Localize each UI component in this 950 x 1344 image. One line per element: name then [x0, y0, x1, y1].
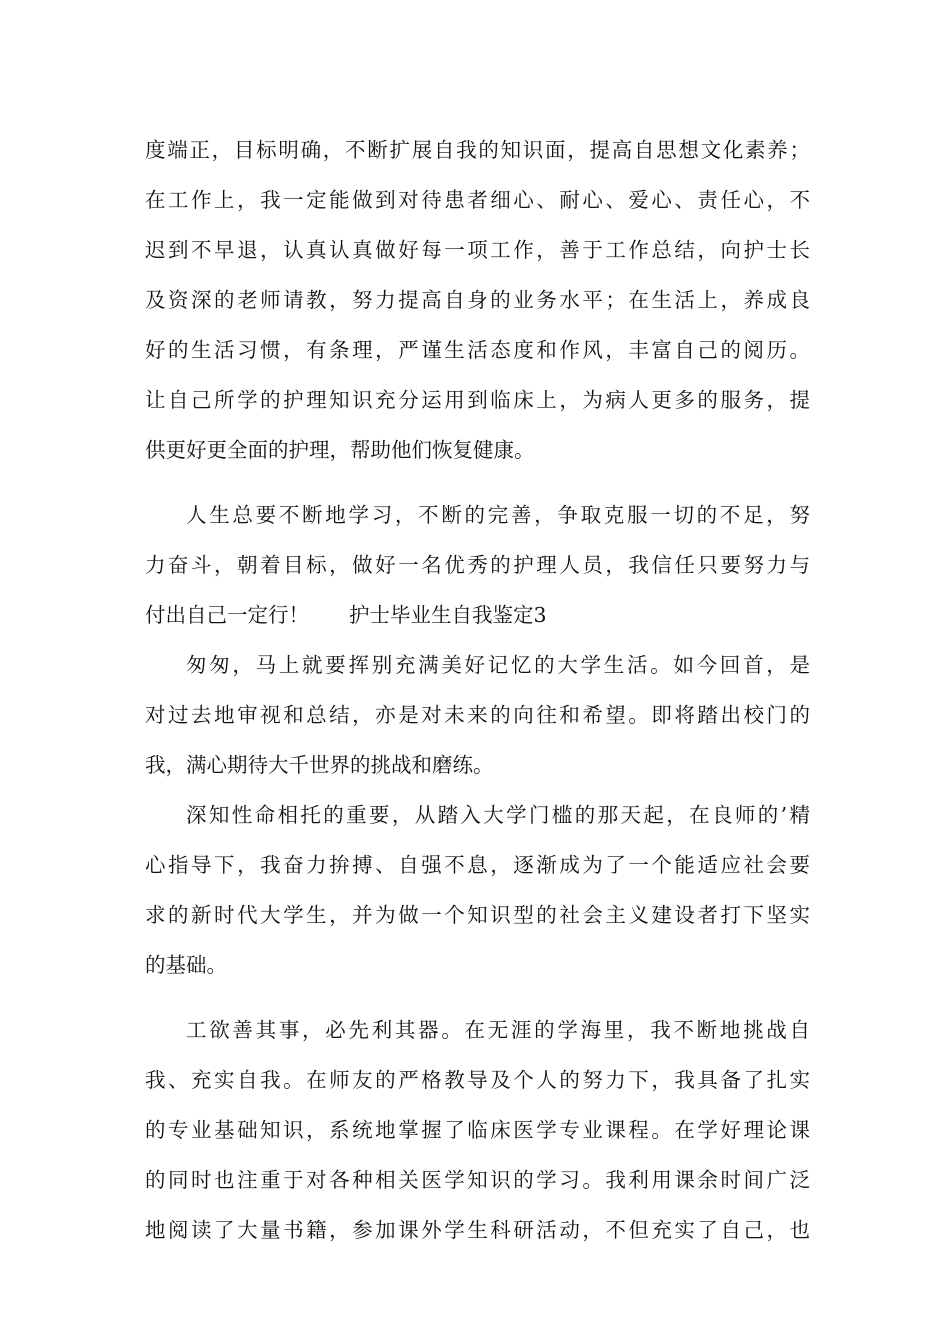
section-heading: 护士毕业生自我鉴定3 [349, 603, 547, 627]
text-line: 深知性命相托的重要，从踏入大学门槛的那天起，在良师的’精 [186, 803, 810, 827]
document-body [145, 125, 810, 1255]
text-line: 供更好更全面的护理，帮助他们恢复健康。 [145, 438, 535, 462]
paragraph-gap [145, 475, 810, 490]
text-line: 好的生活习惯，有条理，严谨生活态度和作风，丰富自己的阅历。 [145, 338, 810, 362]
text-line: 的基础。 [145, 953, 227, 977]
text-line: 让自己所学的护理知识充分运用到临床上，为病人更多的服务，提 [145, 388, 810, 412]
text-line: 人生总要不断地学习，不断的完善，争取克服一切的不足，努 [186, 503, 810, 527]
text-line: 度端正，目标明确，不断扩展自我的知识面，提高自思想文化素养； [145, 138, 810, 162]
text-line: 地阅读了大量书籍，参加课外学生科研活动，不但充实了自己，也 [145, 1218, 810, 1242]
text-line: 匆匆，马上就要挥别充满美好记忆的大学生活。如今回首，是 [186, 653, 810, 677]
text-line: 对过去地审视和总结，亦是对未来的向往和希望。即将踏出校门的 [145, 703, 810, 727]
text-line: 的专业基础知识，系统地掌握了临床医学专业课程。在学好理论课 [145, 1118, 810, 1142]
text-line-fragment: 付出自己一定行！ [145, 603, 309, 627]
mixed-line [145, 590, 810, 640]
text-line: 我、充实自我。在师友的严格教导及个人的努力下，我具备了扎实 [145, 1068, 810, 1092]
text-line: 力奋斗，朝着目标，做好一名优秀的护理人员，我信任只要努力与 [145, 553, 810, 577]
text-line: 心指导下，我奋力拚搏、自强不息，逐渐成为了一个能适应社会要 [145, 853, 810, 877]
text-line: 我，满心期待大千世界的挑战和磨练。 [145, 753, 494, 777]
text-line: 求的新时代大学生，并为做一个知识型的社会主义建设者打下坚实 [145, 903, 810, 927]
paragraph-gap [145, 990, 810, 1005]
text-line: 工欲善其事，必先利其器。在无涯的学海里，我不断地挑战自 [186, 1018, 810, 1042]
text-line: 迟到不早退，认真认真做好每一项工作，善于工作总结，向护士长 [145, 238, 810, 262]
text-line: 在工作上，我一定能做到对待患者细心、耐心、爱心、责任心，不 [145, 188, 810, 212]
text-line: 及资深的老师请教，努力提高自身的业务水平；在生活上，养成良 [145, 288, 810, 312]
text-line: 的同时也注重于对各种相关医学知识的学习。我利用课余时间广泛 [145, 1168, 810, 1192]
